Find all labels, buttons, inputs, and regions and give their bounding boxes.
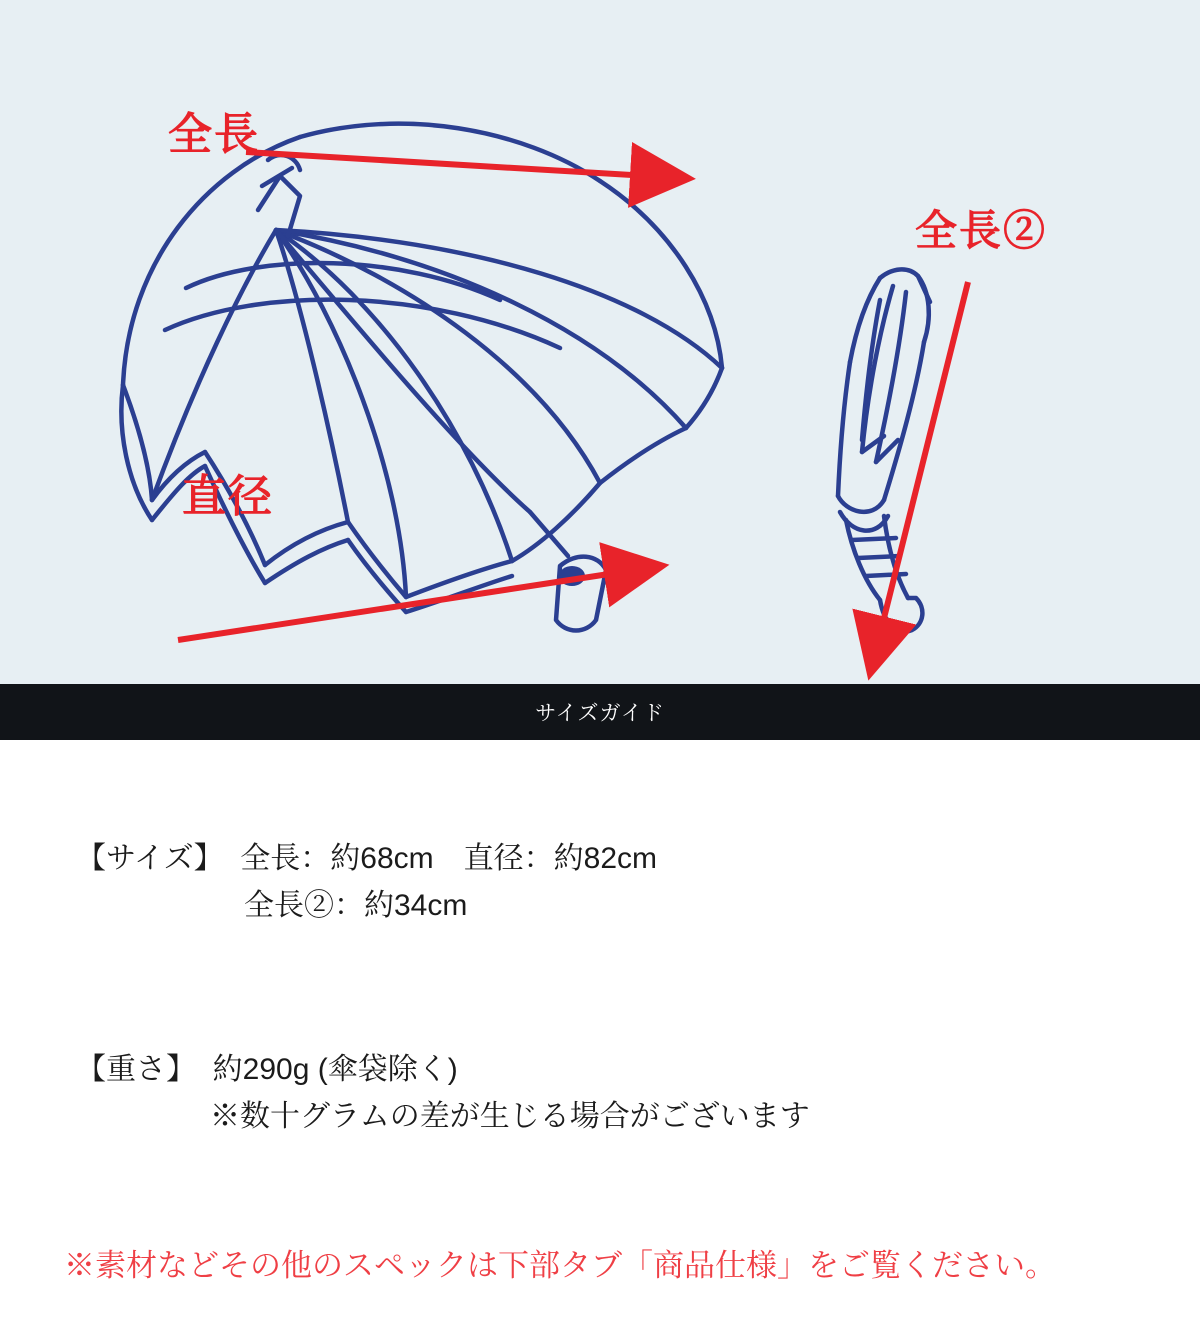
size-guide-caption-text: サイズガイド: [535, 702, 665, 725]
folded-umbrella-icon: [838, 269, 930, 631]
open-umbrella-icon: [121, 124, 722, 631]
size-guide-caption-bar: [0, 684, 1200, 740]
weight-label: 【重さ】: [76, 1053, 196, 1086]
spec-spacer: [0, 929, 1200, 1047]
specification-block: [0, 740, 1200, 1140]
weight-note: ※数十グラムの差が生じる場合がございます: [210, 1099, 810, 1133]
size-label: 【サイズ】: [76, 842, 224, 875]
size-value-line2: 全長②：約34cm: [244, 888, 468, 922]
size-row: [0, 836, 1200, 883]
arrow-total-length: [246, 152, 648, 176]
weight-row: [0, 1047, 1200, 1094]
label-diameter: 直径: [182, 472, 274, 521]
weight-value: 約290g (傘袋除く): [212, 1053, 458, 1086]
label-total-length: 全長: [168, 110, 260, 159]
size-value-line1: 全長：約68cm 直径：約82cm: [240, 842, 657, 875]
label-total-length-2: 全長②: [915, 207, 1048, 254]
footer-note: ※素材などその他のスペックは下部タブ「商品仕様」をご覧ください。: [64, 1248, 1056, 1283]
size-row-2: [0, 883, 1200, 930]
